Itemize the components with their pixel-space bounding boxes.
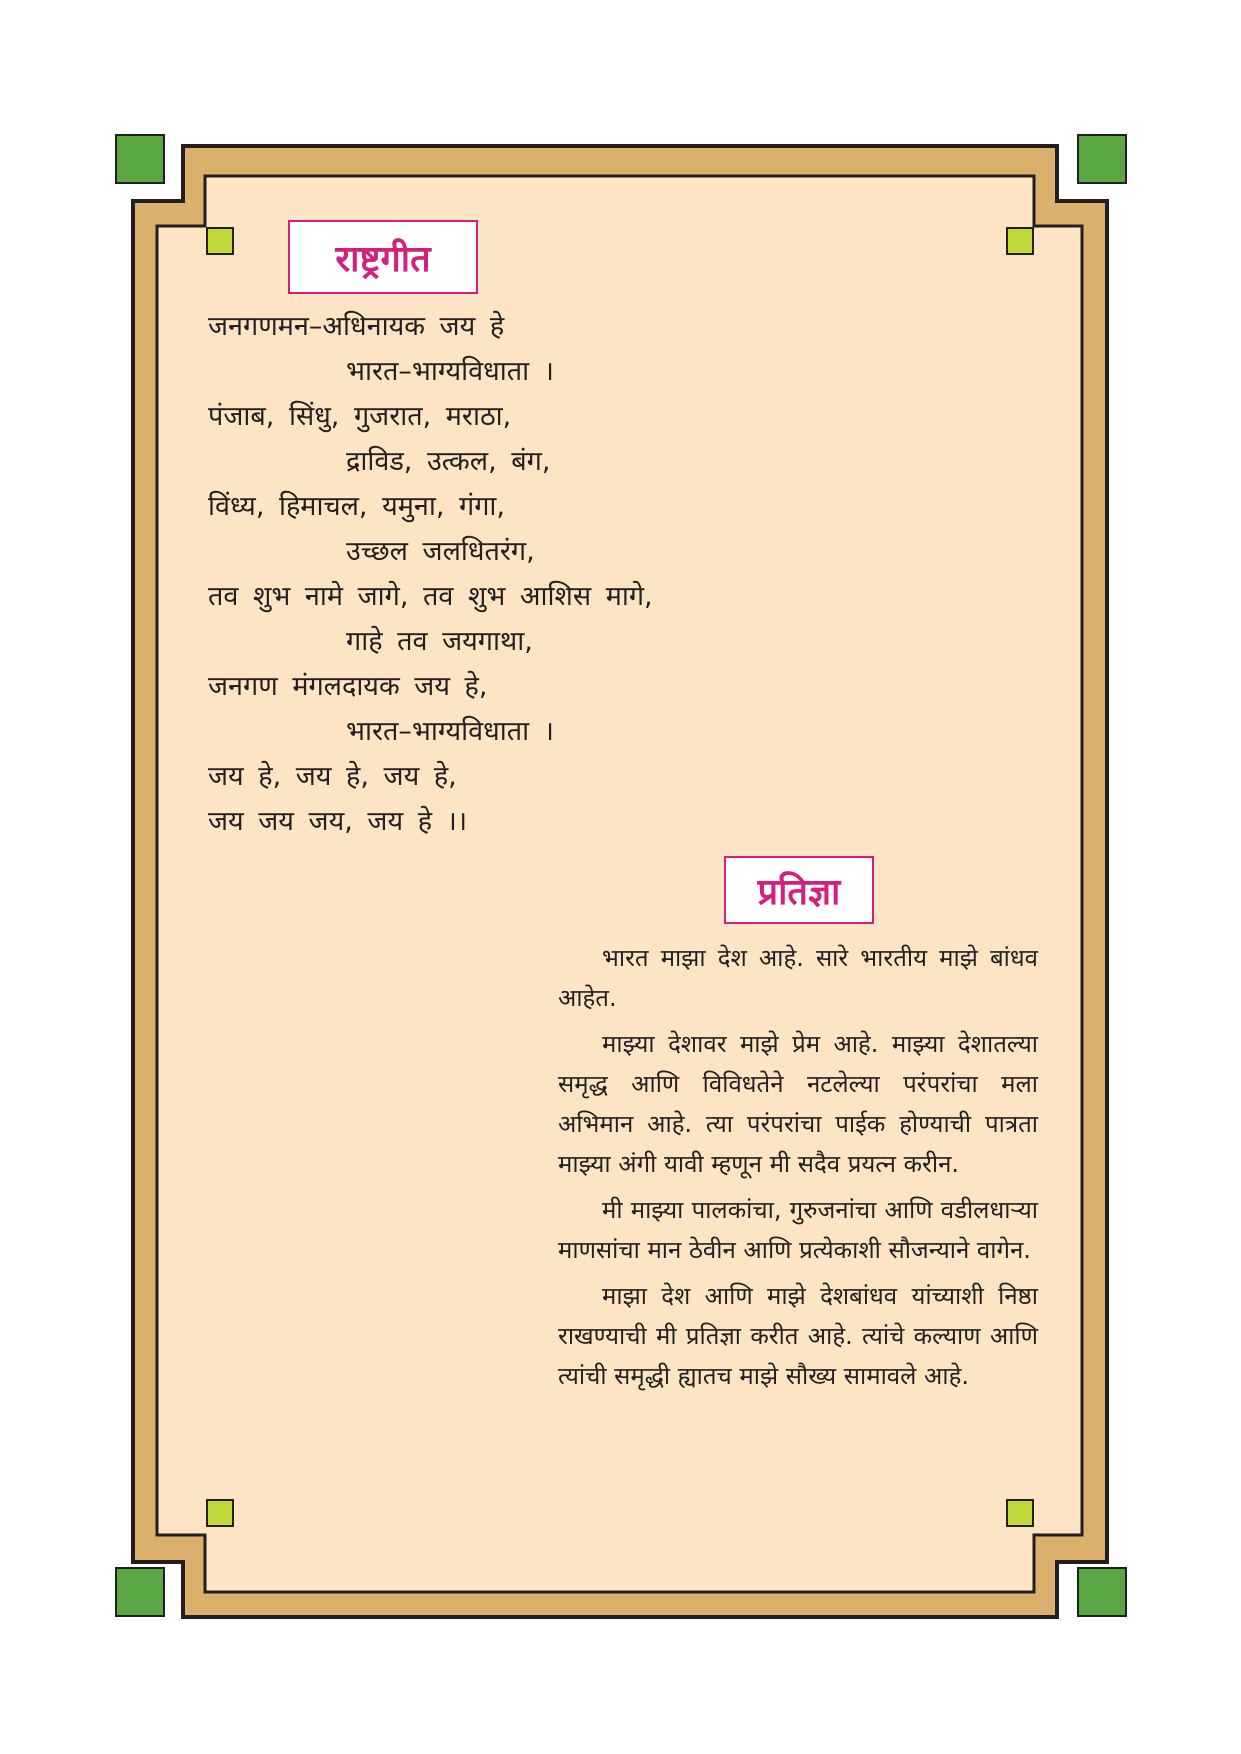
pledge-paragraph: माझ्या देशावर माझे प्रेम आहे. माझ्या देशातल्या समृद्ध आणि विविधतेने नटलेल्या परंपरांचा मला अभिमान आहे. त्या परंपरांचा पाईक होण्याची पात्रता माझ्या अंगी यावी म्हणून मी सदैव प्रयत्न करीन. xyxy=(558,1030,1038,1178)
pledge-title xyxy=(724,856,874,924)
anthem-line: द्राविड, उत्कल, बंग, xyxy=(346,446,551,477)
anthem-line: जय हे, जय हे, जय हे, xyxy=(208,761,457,792)
anthem-line: जय जय जय, जय हे ।। xyxy=(208,806,468,837)
anthem-text xyxy=(208,304,808,844)
anthem-line: पंजाब, सिंधु, गुजरात, मराठा, xyxy=(208,401,512,432)
corner-square-bottom-left xyxy=(116,1568,164,1616)
inner-square-top-left xyxy=(207,228,233,254)
pledge-title-text: प्रतिज्ञा xyxy=(757,871,841,913)
corner-square-top-left xyxy=(116,135,164,183)
inner-square-bottom-left xyxy=(207,1500,233,1526)
pledge-paragraph: माझा देश आणि माझे देशबांधव यांच्याशी निष्ठा राखण्याची मी प्रतिज्ञा करीत आहे. त्यांचे कल्याण आणि त्यांची समृद्धी ह्यातच माझे सौख्य सामावले आहे. xyxy=(558,1282,1038,1390)
anthem-line: भारत–भाग्यविधाता । xyxy=(346,356,554,387)
anthem-line: जनगणमन–अधिनायक जय हे xyxy=(208,311,505,342)
pledge-text xyxy=(558,938,1038,1402)
anthem-title-text: राष्ट्रगीत xyxy=(335,238,431,280)
corner-square-bottom-right xyxy=(1078,1568,1126,1616)
anthem-line: तव शुभ नामे जागे, तव शुभ आशिस मागे, xyxy=(208,581,653,612)
pledge-paragraph: मी माझ्या पालकांचा, गुरुजनांचा आणि वडीलधाऱ्या माणसांचा मान ठेवीन आणि प्रत्येकाशी सौजन्याने वागेन. xyxy=(558,1196,1038,1264)
anthem-line: उच्छल जलधितरंग, xyxy=(346,536,535,567)
corner-square-top-right xyxy=(1078,135,1126,183)
anthem-line: गाहे तव जयगाथा, xyxy=(346,626,533,657)
anthem-title xyxy=(288,220,478,294)
anthem-line: विंध्य, हिमाचल, यमुना, गंगा, xyxy=(208,491,505,522)
inner-square-bottom-right xyxy=(1007,1500,1033,1526)
anthem-line: जनगण मंगलदायक जय हे, xyxy=(208,671,488,702)
anthem-line: भारत–भाग्यविधाता । xyxy=(346,716,554,747)
inner-square-top-right xyxy=(1007,228,1033,254)
pledge-paragraph: भारत माझा देश आहे. सारे भारतीय माझे बांधव आहेत. xyxy=(558,944,1038,1012)
